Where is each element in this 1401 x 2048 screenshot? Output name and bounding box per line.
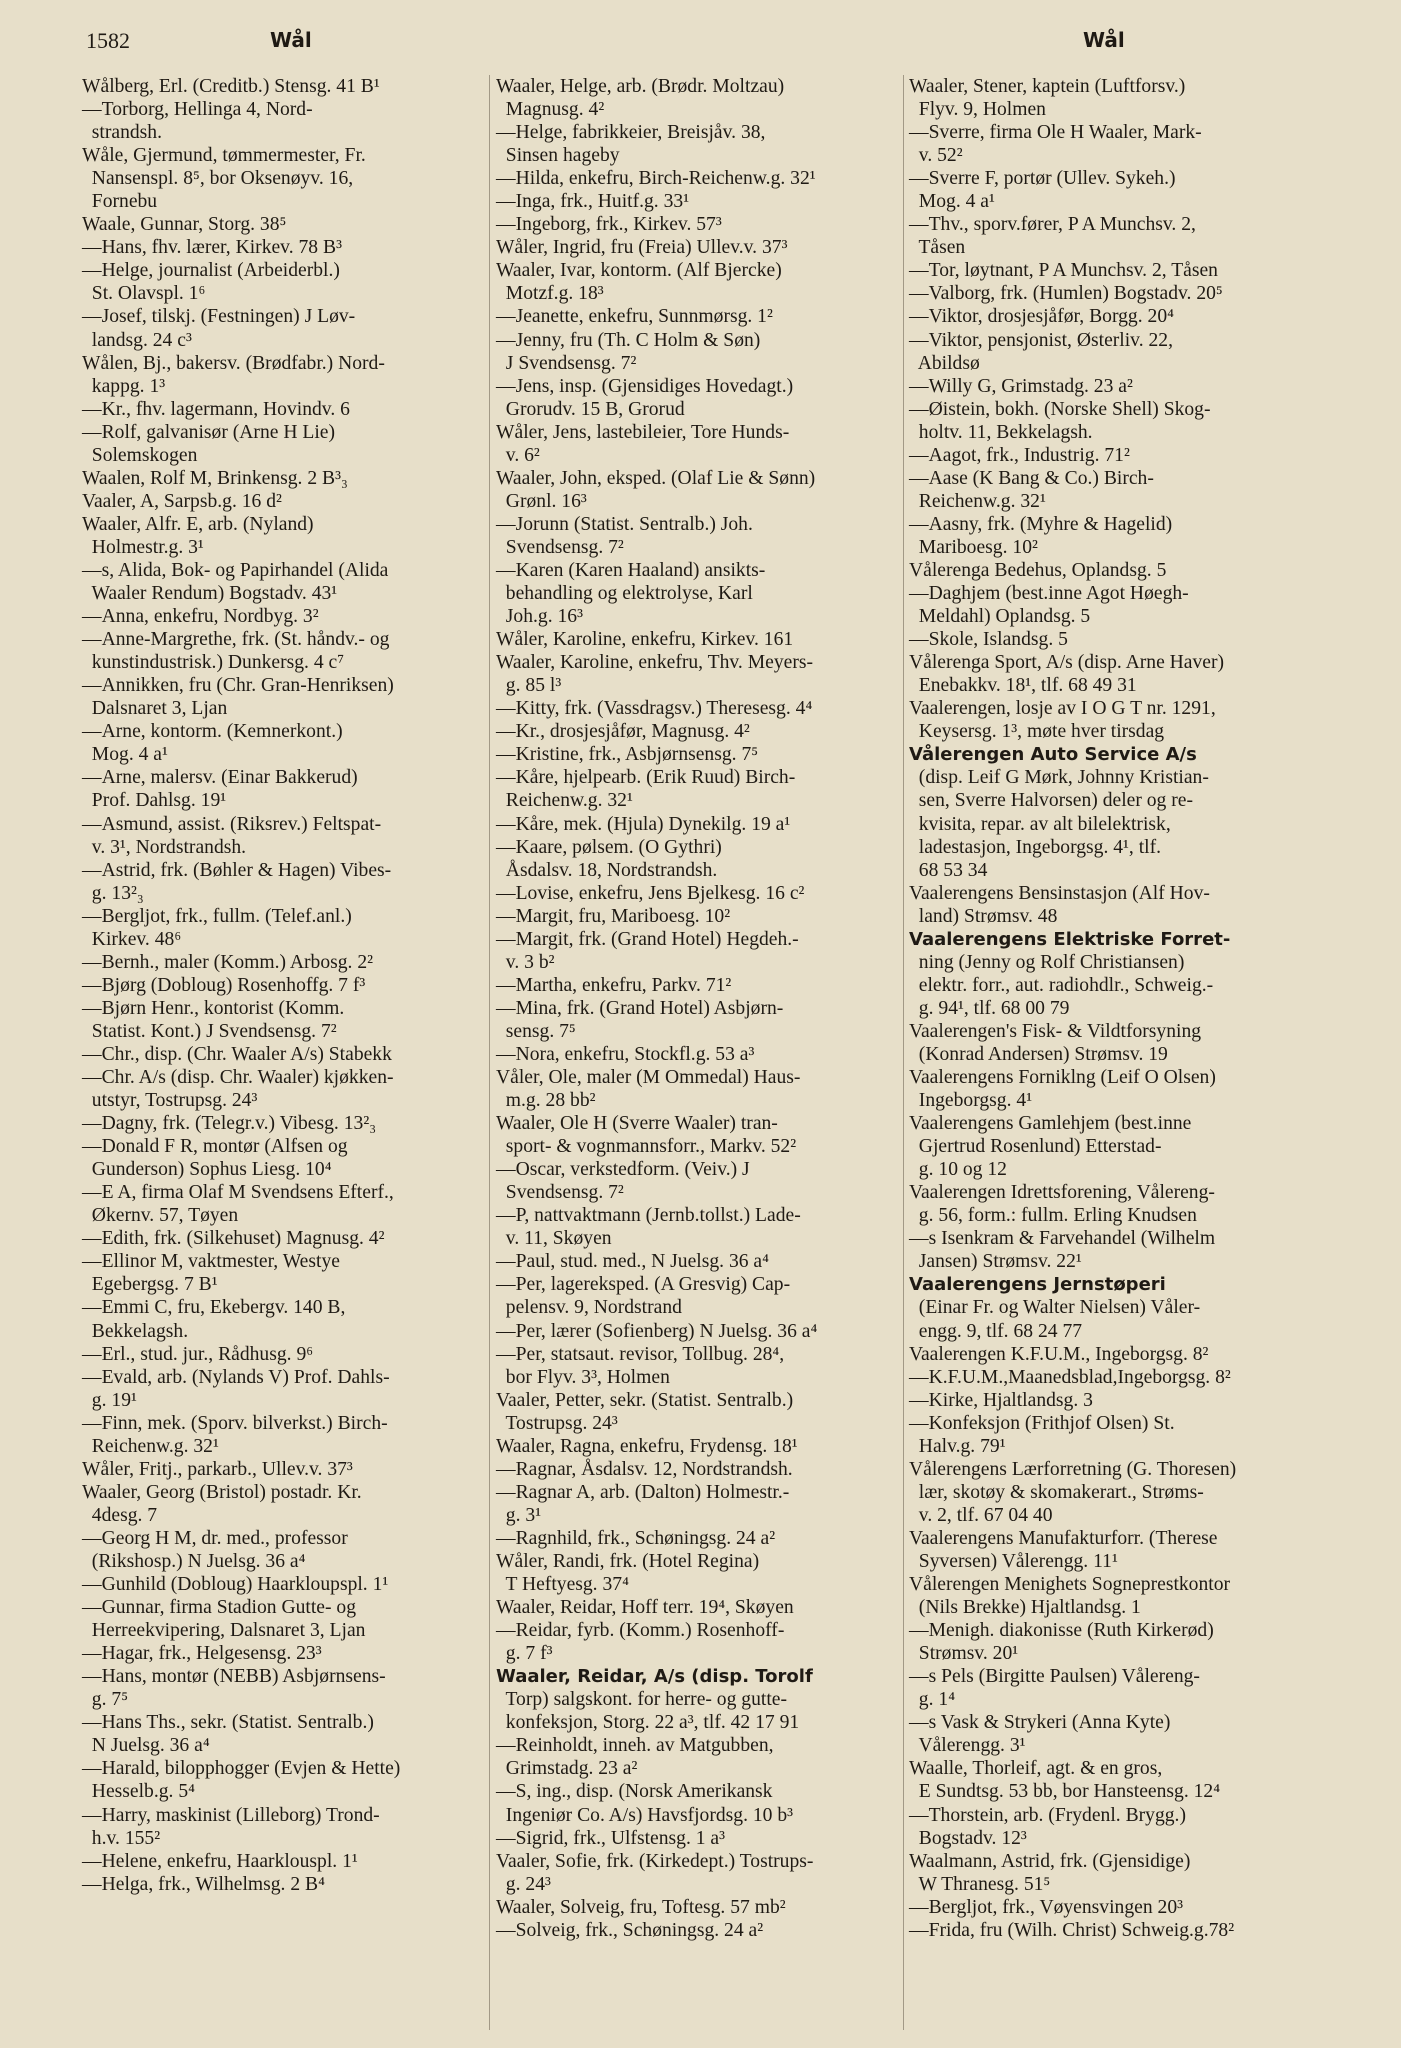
directory-entry-line: Waaler, Solveig, fru, Toftesg. 57 mb² [496,1896,786,1918]
directory-entry-line: (Einar Fr. og Walter Nielsen) Våler- [909,1297,1201,1319]
directory-entry-line: g. 7 f³ [496,1643,553,1665]
directory-entry-line: —Karen (Karen Haaland) ansikts- [496,559,766,581]
directory-entry-line: Waaler, Stener, kaptein (Luftforsv.) [909,76,1186,97]
directory-entry-line: Kirkev. 48⁶ [82,928,182,950]
directory-entry-line: —Paul, stud. med., N Juelsg. 36 a⁴ [496,1251,769,1273]
directory-entry-line: Grimstadg. 23 a² [496,1758,638,1780]
directory-entry-line: g. 10 og 12 [909,1159,1007,1181]
directory-entry-line: g. 7⁵ [82,1689,129,1711]
directory-entry-line: St. Olavspl. 1⁶ [82,283,206,305]
directory-entry-line: (disp. Leif G Mørk, Johnny Kristian- [909,767,1209,789]
directory-entry-line: Vålerenga Bedehus, Oplandsg. 5 [909,559,1167,581]
directory-entry-line: Ingeborgsg. 4¹ [909,1090,1033,1112]
directory-entry-line: Enebakkv. 18¹, tlf. 68 49 31 [909,675,1137,697]
directory-entry-line: —Menigh. diakonisse (Ruth Kirkerød) [909,1620,1214,1642]
directory-entry-line: Våler, Ole, maler (M Ommedal) Haus- [496,1067,801,1089]
directory-entry-line: —Reidar, fyrb. (Komm.) Rosenhoff- [496,1620,785,1642]
directory-entry-line: Reichenw.g. 32¹ [909,490,1046,512]
directory-entry-line: Vålerengen Auto Service A/s [909,744,1197,766]
directory-entry-line: —Kirke, Hjaltlandsg. 3 [909,1389,1093,1411]
directory-entry-line: Halv.g. 79¹ [909,1435,1006,1457]
directory-entry-line: —Hans Ths., sekr. (Statist. Sentralb.) [82,1712,374,1734]
directory-entry-line: —Mina, frk. (Grand Hotel) Asbjørn- [496,997,784,1019]
directory-entry-line: —Ellinor M, vaktmester, Westye [82,1251,340,1273]
directory-entry-line: Vaalerengen K.F.U.M., Ingeborgsg. 8² [909,1343,1209,1365]
directory-entry-line: Wåler, Ingrid, fru (Freia) Ullev.v. 37³ [496,237,788,259]
directory-entry-line: Økernv. 57, Tøyen [82,1205,239,1227]
directory-entry-line: Waalle, Thorleif, agt. & en gros, [909,1758,1163,1780]
directory-entry-line: —Sverre F, portør (Ullev. Sykeh.) [909,168,1176,190]
directory-entry-line: Waaler, Karoline, enkefru, Thv. Meyers- [496,652,813,674]
directory-entry-line: Prof. Dahlsg. 19¹ [82,790,227,812]
directory-entry-line: Nansenspl. 8⁵, bor Oksenøyv. 16, [82,168,354,190]
directory-entry-line: —Reinholdt, inneh. av Matgubben, [496,1735,774,1757]
directory-entry-line: Waaler, Ivar, kontorm. (Alf Bjercke) [496,260,782,282]
directory-entry-line: —s Vask & Strykeri (Anna Kyte) [909,1712,1171,1734]
directory-entry-line: —Ingeborg, frk., Kirkev. 57³ [496,214,722,236]
directory-entry-line: Jansen) Strømsv. 22¹ [909,1251,1082,1273]
directory-entry-line: ladestasjon, Ingeborgsg. 4¹, tlf. [909,836,1162,858]
directory-entry-line: kappg. 1³ [82,375,166,397]
directory-entry-line: —Helge, journalist (Arbeiderbl.) [82,260,340,282]
directory-entry-line: —Ragnhild, frk., Schøningsg. 24 a² [496,1527,776,1549]
directory-entry-line: behandling og elektrolyse, Karl [496,583,753,605]
directory-entry-line: —Finn, mek. (Sporv. bilverkst.) Birch- [82,1412,388,1434]
directory-entry-line: —Helge, fabrikkeier, Breisjåv. 38, [496,122,766,144]
directory-entry-line: land) Strømsv. 48 [909,905,1058,927]
directory-entry-line: —s Pels (Birgitte Paulsen) Vålereng- [909,1666,1200,1688]
directory-entry-line: Waalmann, Astrid, frk. (Gjensidige) [909,1850,1191,1872]
directory-entry-line: 4desg. 7 [82,1504,158,1526]
directory-entry-line: —Ragnar A, arb. (Dalton) Holmestr.- [496,1481,790,1503]
directory-entry-line: —P, nattvaktmann (Jernb.tollst.) Lade- [496,1205,801,1227]
directory-entry-line: Wåler, Jens, lastebileier, Tore Hunds- [496,421,790,443]
directory-entry-line: Vaalerengens Forniklng (Leif O Olsen) [909,1067,1216,1089]
directory-entry-line: —Anne-Margrethe, frk. (St. håndv.- og [82,629,390,651]
directory-entry-line: Meldahl) Oplandsg. 5 [909,606,1091,628]
directory-entry-line: Solemskogen [82,444,198,466]
directory-entry-line: Sinsen hageby [496,145,620,167]
directory-entry-line: Vaalerengens Manufakturforr. (Therese [909,1527,1218,1549]
directory-entry-line: —Harald, bilopphogger (Evjen & Hette) [82,1758,401,1780]
directory-entry-line: —Kristine, frk., Asbjørnsensg. 7⁵ [496,744,759,766]
directory-entry-line: —Dagny, frk. (Telegr.v.) Vibesg. 13²₃ [82,1113,377,1135]
directory-entry-line: —Margit, frk. (Grand Hotel) Hegdeh.- [496,928,799,950]
directory-entry-line: landsg. 24 c³ [82,329,192,351]
directory-entry-line: —Frida, fru (Wilh. Christ) Schweig.g.78² [909,1919,1235,1941]
running-head-right: Wål [1083,28,1125,52]
directory-entry-line: v. 6² [496,444,540,466]
directory-entry-line: —Per, statsaut. revisor, Tollbug. 28⁴, [496,1343,785,1365]
directory-entry-line: —Helga, frk., Wilhelmsg. 2 B⁴ [82,1873,325,1895]
directory-entry-line: Waale, Gunnar, Storg. 38⁵ [82,214,287,236]
directory-entry-line: —Kåre, hjelpearb. (Erik Ruud) Birch- [496,767,796,789]
directory-entry-line: —Helene, enkefru, Haarklouspl. 1¹ [82,1850,358,1872]
directory-entry-line: —Erl., stud. jur., Rådhusg. 9⁶ [82,1343,314,1365]
directory-entry-line: Wåler, Randi, frk. (Hotel Regina) [496,1551,760,1572]
directory-entry-line: Gunderson) Sophus Liesg. 10⁴ [82,1159,332,1181]
directory-entry-line: —Tor, løytnant, P A Munchsv. 2, Tåsen [909,260,1218,282]
directory-entry-line: (Konrad Andersen) Strømsv. 19 [909,1043,1168,1065]
directory-entry-line: Vaalerengen's Fisk- & Vildtforsyning [909,1020,1202,1042]
directory-entry-line: Reichenw.g. 32¹ [496,790,633,812]
directory-entry-line: Waaler, Alfr. E, arb. (Nyland) [82,513,314,535]
directory-entry-line: —Valborg, frk. (Humlen) Bogstadv. 20⁵ [909,283,1223,305]
directory-entry-line: —Bjørn Henr., kontorist (Komm. [82,997,345,1019]
directory-entry-line: —Emmi C, fru, Ekebergv. 140 B, [82,1297,346,1319]
directory-entry-line: T Heftyesg. 37⁴ [496,1574,629,1596]
directory-entry-line: —Bernh., maler (Komm.) Arbosg. 2² [82,951,374,973]
directory-entry-line: Vaaler, A, Sarpsb.g. 16 d² [82,490,282,512]
directory-entry-line: —Harry, maskinist (Lilleborg) Trond- [82,1804,380,1826]
directory-entry-line: Vålerenga Sport, A/s (disp. Arne Haver) [909,652,1225,674]
directory-entry-line: Bekkelagsh. [82,1320,189,1342]
directory-entry-line: —Asmund, assist. (Riksrev.) Feltspat- [82,813,382,835]
directory-entry-line: —Georg H M, dr. med., professor [82,1527,348,1549]
directory-entry-line: —Hilda, enkefru, Birch-Reichenw.g. 32¹ [496,168,816,190]
directory-entry-line: Holmestr.g. 3¹ [82,536,204,558]
directory-entry-line: Bogstadv. 12³ [909,1827,1027,1849]
directory-entry-line: —Ragnar, Åsdalsv. 12, Nordstrandsh. [496,1458,793,1480]
directory-entry-line: —Jens, insp. (Gjensidiges Hovedagt.) [496,375,794,397]
directory-entry-line: —Jorunn (Statist. Sentralb.) Joh. [496,513,753,535]
directory-entry-line: Grønl. 16³ [496,490,587,512]
directory-entry-line: —Aagot, frk., Industrig. 71² [909,444,1130,466]
directory-entry-line: Torp) salgskont. for herre- og gutte- [496,1689,788,1711]
directory-entry-line: —Per, lagereksped. (A Gresvig) Cap- [496,1274,791,1296]
directory-entry-line: Vaalerengens Gamlehjem (best.inne [909,1113,1192,1135]
directory-entry-line: Grorudv. 15 B, Grorud [496,398,685,420]
directory-entry-line: v. 3¹, Nordstrandsh. [82,836,247,858]
directory-entry-line: v. 52² [909,145,963,167]
directory-entry-line: lær, skotøy & skomakerart., Strøms- [909,1481,1204,1503]
directory-entry-line: —Oscar, verkstedform. (Veiv.) J [496,1159,750,1181]
directory-entry-line: —Øistein, bokh. (Norske Shell) Skog- [909,398,1211,420]
directory-entry-line: —Lovise, enkefru, Jens Bjelkesg. 16 c² [496,882,805,904]
directory-entry-line: —Daghjem (best.inne Agot Høegh- [909,583,1189,605]
directory-entry-line: konfeksjon, Storg. 22 a³, tlf. 42 17 91 [496,1712,800,1734]
directory-entry-line: Magnusg. 4² [496,99,605,121]
directory-entry-line: —Thorstein, arb. (Frydenl. Brygg.) [909,1804,1186,1826]
directory-entry-line: —Thv., sporv.fører, P A Munchsv. 2, [909,214,1196,236]
directory-entry-line: pelensv. 9, Nordstrand [496,1297,682,1319]
directory-entry-line: Waaler, Helge, arb. (Brødr. Moltzau) [496,76,785,97]
directory-entry-line: —Willy G, Grimstadg. 23 a² [909,375,1133,397]
directory-entry-line: —Aase (K Bang & Co.) Birch- [909,467,1154,489]
directory-entry-line: v. 2, tlf. 67 04 40 [909,1504,1053,1526]
directory-entry-line: —Kåre, mek. (Hjula) Dynekilg. 19 a¹ [496,813,791,835]
directory-entry-line: —Hans, fhv. lærer, Kirkev. 78 B³ [82,237,342,259]
directory-entry-line: —E A, firma Olaf M Svendsens Efterf., [82,1182,394,1204]
directory-entry-line: —Arne, kontorm. (Kemnerkont.) [82,721,343,743]
directory-entry-line: J Svendsensg. 7² [496,352,637,374]
directory-entry-line: Mariboesg. 10² [909,536,1038,558]
directory-entry-line: g. 85 l³ [496,675,562,697]
directory-entry-line: g. 56, form.: fullm. Erling Knudsen [909,1205,1197,1227]
directory-entry-line: Waalen, Rolf M, Brinkensg. 2 B³₃ [82,467,348,489]
directory-entry-line: Wåle, Gjermund, tømmermester, Fr. [82,145,366,167]
directory-entry-line: Waaler, Reidar, A/s (disp. Torolf [496,1666,813,1688]
directory-column-2 [496,75,899,1942]
directory-entry-line: —Konfeksjon (Frithjof Olsen) St. [909,1412,1175,1434]
directory-entry-line: sensg. 7⁵ [496,1020,576,1042]
directory-entry-line: Wåler, Fritj., parkarb., Ullev.v. 37³ [82,1458,353,1480]
directory-entry-line: Waaler, Ole H (Sverre Waaler) tran- [496,1113,778,1135]
directory-entry-line: —Viktor, pensjonist, Østerliv. 22, [909,329,1173,351]
directory-entry-line: Hesselb.g. 5⁴ [82,1781,195,1803]
directory-entry-line: —Bergljot, frk., fullm. (Telef.anl.) [82,905,352,927]
directory-entry-line: ning (Jenny og Rolf Christiansen) [909,951,1185,973]
directory-entry-line: Waaler, Georg (Bristol) postadr. Kr. [82,1481,362,1503]
directory-entry-line: Wåler, Karoline, enkefru, Kirkev. 161 [496,629,794,651]
directory-entry-line: g. 24³ [496,1873,551,1895]
directory-entry-line: —Jenny, fru (Th. C Holm & Søn) [496,329,761,351]
directory-entry-line: Waaler, Reidar, Hoff terr. 19⁴, Skøyen [496,1597,794,1619]
directory-entry-line: —Chr., disp. (Chr. Waaler A/s) Stabekk [82,1043,392,1065]
directory-entry-line: strandsh. [82,122,163,144]
directory-entry-line: —Aasny, frk. (Myhre & Hagelid) [909,513,1173,535]
directory-entry-line: —Gunnar, firma Stadion Gutte- og [82,1597,357,1619]
directory-entry-line: —Martha, enkefru, Parkv. 71² [496,974,732,996]
directory-entry-line: engg. 9, tlf. 68 24 77 [909,1320,1083,1342]
directory-entry-line: g. 13²₃ [82,882,144,904]
directory-entry-line: Herreekvipering, Dalsnaret 3, Ljan [82,1620,366,1642]
directory-entry-line: —Hagar, frk., Helgesensg. 23³ [82,1643,322,1665]
directory-entry-line: Joh.g. 16³ [496,606,583,628]
directory-entry-line: Mog. 4 a¹ [82,744,168,766]
directory-entry-line: Vaalerengens Elektriske Forret- [909,928,1231,950]
directory-entry-line: Motzf.g. 18³ [496,283,604,305]
directory-entry-line: —s, Alida, Bok- og Papirhandel (Alida [82,559,389,581]
directory-entry-line: —Annikken, fru (Chr. Gran-Henriksen) [82,675,394,697]
directory-entry-line: Waaler Rendum) Bogstadv. 43¹ [82,583,338,605]
directory-entry-line: g. 3¹ [496,1504,542,1526]
directory-entry-line: 68 53 34 [909,859,988,881]
directory-entry-line: —Bjørg (Dobloug) Rosenhoffg. 7 f³ [82,974,366,996]
directory-entry-line: —Kaare, pølsem. (O Gythri) [496,836,722,858]
directory-entry-line: (Rikshosp.) N Juelsg. 36 a⁴ [82,1551,306,1572]
directory-entry-line: Fornebu [82,191,158,213]
directory-entry-line: bor Flyv. 3³, Holmen [496,1366,670,1388]
directory-entry-line: Mog. 4 a¹ [909,191,995,213]
directory-entry-line: E Sundtsg. 53 bb, bor Hansteensg. 12⁴ [909,1781,1221,1803]
directory-entry-line: Vaaler, Sofie, frk. (Kirkedept.) Tostrups- [496,1850,814,1872]
column-divider [903,75,904,2030]
directory-entry-line: Vålerengen Menighets Sogneprestkontor [909,1574,1231,1596]
directory-entry-line: Vaalerengens Bensinstasjon (Alf Hov- [909,882,1210,904]
directory-entry-line: Dalsnaret 3, Ljan [82,698,228,720]
directory-entry-line: —s Isenkram & Farvehandel (Wilhelm [909,1228,1216,1250]
directory-entry-line: —Kitty, frk. (Vassdragsv.) Theresesg. 4⁴ [496,698,813,720]
directory-entry-line: —S, ing., disp. (Norsk Amerikansk [496,1781,773,1803]
directory-entry-line: Waaler, John, eksped. (Olaf Lie & Sønn) [496,467,816,489]
directory-entry-line: kvisita, repar. av alt bilelektrisk, [909,813,1171,835]
directory-entry-line: —Bergljot, frk., Vøyensvingen 20³ [909,1896,1183,1918]
directory-entry-line: Wålen, Bj., bakersv. (Brødfabr.) Nord- [82,352,385,374]
directory-entry-line: g. 1⁴ [909,1689,956,1711]
directory-entry-line: W Thranesg. 51⁵ [909,1873,1051,1895]
directory-entry-line: Waaler, Ragna, enkefru, Frydensg. 18¹ [496,1435,798,1457]
directory-entry-line: Gjertrud Rosenlund) Etterstad- [909,1136,1162,1158]
directory-entry-line: Vålerengens Lærforretning (G. Thoresen) [909,1458,1237,1480]
directory-entry-line: (Nils Brekke) Hjaltlandsg. 1 [909,1597,1141,1619]
directory-entry-line: —Sverre, firma Ole H Waaler, Mark- [909,122,1202,144]
directory-entry-line: Vålerengg. 3¹ [909,1735,1026,1757]
directory-entry-line: kunstindustrisk.) Dunkersg. 4 c⁷ [82,652,345,674]
directory-entry-line: Vaalerengens Jernstøperi [909,1274,1166,1296]
directory-entry-line: —Solveig, frk., Schøningsg. 24 a² [496,1919,764,1941]
directory-entry-line: v. 11, Skøyen [496,1228,612,1250]
directory-entry-line: —Kr., drosjesjåfør, Magnusg. 4² [496,721,750,743]
directory-entry-line: —Josef, tilskj. (Festningen) J Løv- [82,306,356,328]
directory-entry-line: sen, Sverre Halvorsen) deler og re- [909,790,1193,812]
directory-entry-line: —Torborg, Hellinga 4, Nord- [82,99,313,121]
directory-entry-line: —Jeanette, enkefru, Sunnmørsg. 1² [496,306,773,328]
directory-entry-line: g. 94¹, tlf. 68 00 79 [909,997,1070,1019]
directory-entry-line: Vaalerengen, losje av I O G T nr. 1291, [909,698,1216,720]
directory-entry-line: Abildsø [909,352,980,374]
directory-entry-line: —Nora, enkefru, Stockfl.g. 53 a³ [496,1043,755,1065]
directory-column-1 [82,75,484,1896]
directory-entry-line: utstyr, Tostrupsg. 24³ [82,1090,258,1112]
directory-entry-line: Tåsen [909,237,966,259]
directory-entry-line: Tostrupsg. 24³ [496,1412,618,1434]
running-head-left: Wål [270,28,312,52]
directory-entry-line: —Arne, malersv. (Einar Bakkerud) [82,767,358,789]
directory-entry-line: —Astrid, frk. (Bøhler & Hagen) Vibes- [82,859,392,881]
directory-entry-line: Åsdalsv. 18, Nordstrandsh. [496,859,718,881]
directory-entry-line: —Inga, frk., Huitf.g. 33¹ [496,191,690,213]
directory-entry-line: —Per, lærer (Sofienberg) N Juelsg. 36 a⁴ [496,1320,818,1342]
directory-entry-line: g. 19¹ [82,1389,137,1411]
directory-entry-line: Vaalerengen Idrettsforening, Vålereng- [909,1182,1215,1204]
directory-entry-line: —Edith, frk. (Silkehuset) Magnusg. 4² [82,1228,385,1250]
directory-entry-line: Svendsensg. 7² [496,1182,624,1204]
directory-entry-line: —Sigrid, frk., Ulfstensg. 1 a³ [496,1827,726,1849]
directory-entry-line: —Donald F R, montør (Alfsen og [82,1136,348,1158]
directory-entry-line: h.v. 155² [82,1827,161,1849]
directory-entry-line: —Hans, montør (NEBB) Asbjørnsens- [82,1666,386,1688]
directory-entry-line: Vaaler, Petter, sekr. (Statist. Sentralb.) [496,1389,794,1411]
directory-entry-line: elektr. forr., aut. radiohdlr., Schweig.- [909,974,1214,996]
directory-entry-line: v. 3 b² [496,951,555,973]
directory-entry-line: —Anna, enkefru, Nordbyg. 3² [82,606,319,628]
directory-entry-line: —Viktor, drosjesjåfør, Borgg. 20⁴ [909,306,1174,328]
directory-entry-line: Syversen) Vålerengg. 11¹ [909,1551,1118,1572]
directory-entry-line: —Skole, Islandsg. 5 [909,629,1068,651]
directory-entry-line: Statist. Kont.) J Svendsensg. 7² [82,1020,337,1042]
directory-entry-line: —Gunhild (Dobloug) Haarkloupspl. 1¹ [82,1574,389,1596]
directory-entry-line: —Rolf, galvanisør (Arne H Lie) [82,421,336,443]
directory-entry-line: sport- & vognmannsforr., Markv. 52² [496,1136,797,1158]
directory-entry-line: Egebergsg. 7 B¹ [82,1274,218,1296]
column-divider [489,75,490,2030]
directory-entry-line: Svendsensg. 7² [496,536,624,558]
directory-entry-line: Wålberg, Erl. (Creditb.) Stensg. 41 B¹ [82,76,380,97]
directory-entry-line: —Evald, arb. (Nylands V) Prof. Dahls- [82,1366,390,1388]
directory-entry-line: —Margit, fru, Mariboesg. 10² [496,905,731,927]
directory-entry-line: Reichenw.g. 32¹ [82,1435,219,1457]
directory-entry-line: Flyv. 9, Holmen [909,99,1046,121]
directory-entry-line: Keysersg. 1³, møte hver tirsdag [909,721,1165,743]
directory-entry-line: Ingeniør Co. A/s) Havsfjordsg. 10 b³ [496,1804,794,1826]
directory-entry-line: m.g. 28 bb² [496,1090,596,1112]
directory-entry-line: holtv. 11, Bekkelagsh. [909,421,1093,443]
directory-entry-line: N Juelsg. 36 a⁴ [82,1735,210,1757]
page-number: 1582 [86,28,130,53]
directory-entry-line: —Chr. A/s (disp. Chr. Waaler) kjøkken- [82,1067,394,1089]
directory-column-3 [909,75,1309,1942]
directory-entry-line: —Kr., fhv. lagermann, Hovindv. 6 [82,398,350,420]
directory-entry-line: Strømsv. 20¹ [909,1643,1019,1665]
directory-entry-line: —K.F.U.M.,Maanedsblad,Ingeborgsg. 8² [909,1366,1231,1388]
